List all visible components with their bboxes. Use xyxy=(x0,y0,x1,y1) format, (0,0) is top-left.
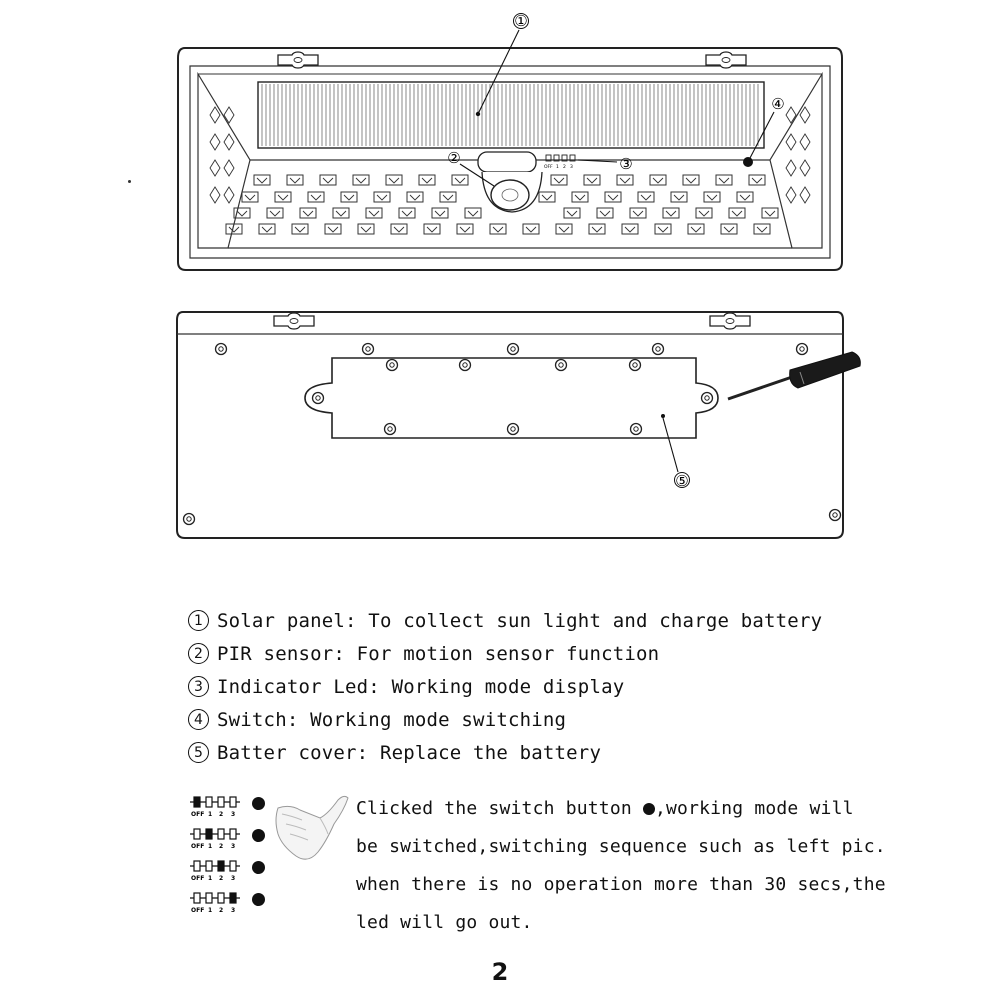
instructions xyxy=(356,790,896,942)
instruction-text: ,working mode will xyxy=(654,798,854,819)
callout-1: ① xyxy=(514,12,528,30)
svg-text:3: 3 xyxy=(231,875,236,882)
svg-text:1: 1 xyxy=(208,875,213,882)
legend-item xyxy=(188,703,888,736)
led-state-icon xyxy=(190,890,240,916)
switch-dot-icon xyxy=(643,803,655,815)
switch-button xyxy=(743,157,753,167)
instruction-text: Clicked the switch button xyxy=(356,798,632,819)
svg-text:3: 3 xyxy=(231,843,236,850)
hang-slot xyxy=(710,313,750,329)
svg-text:2: 2 xyxy=(219,907,224,914)
callout-5: ⑤ xyxy=(675,472,689,490)
hang-slot xyxy=(278,52,318,68)
led-label-2: 2 xyxy=(563,165,566,170)
battery-cover xyxy=(305,358,718,438)
legend-text: Switch: Working mode switching xyxy=(217,708,567,731)
front-view xyxy=(178,12,842,270)
back-view xyxy=(177,312,860,538)
switch-dot-icon xyxy=(252,893,265,906)
legend-number: 1 xyxy=(188,610,209,631)
svg-text:OFF: OFF xyxy=(191,811,205,818)
legend-text: Batter cover: Replace the battery xyxy=(217,741,602,764)
hand-pointer-icon xyxy=(268,790,352,870)
legend-text: PIR sensor: For motion sensor function xyxy=(217,642,660,665)
svg-text:2: 2 xyxy=(219,843,224,850)
hang-slot xyxy=(274,313,314,329)
led-state-icon xyxy=(190,826,240,852)
hang-slot xyxy=(706,52,746,68)
legend-item xyxy=(188,670,888,703)
mode-sequence xyxy=(190,794,280,922)
instruction-line: be switched,switching sequence such as left pic. xyxy=(356,836,886,857)
mode-sequence-row xyxy=(190,826,280,858)
callout-4: ④ xyxy=(771,95,785,113)
led-label-1: 1 xyxy=(556,165,559,170)
svg-text:3: 3 xyxy=(231,907,236,914)
legend-text: Indicator Led: Working mode display xyxy=(217,675,625,698)
mode-sequence-row xyxy=(190,890,280,922)
callout-2: ② xyxy=(447,149,461,167)
svg-text:1: 1 xyxy=(208,907,213,914)
switch-dot-icon xyxy=(252,797,265,810)
svg-text:OFF: OFF xyxy=(191,843,205,850)
legend-text: Solar panel: To collect sun light and charge battery xyxy=(217,609,823,632)
switch-dot-icon xyxy=(252,861,265,874)
svg-text:OFF: OFF xyxy=(191,875,205,882)
legend-item xyxy=(188,637,888,670)
led-label-3: 3 xyxy=(570,165,573,170)
pir-sensor xyxy=(491,180,529,210)
legend-item xyxy=(188,604,888,637)
svg-text:2: 2 xyxy=(219,875,224,882)
svg-text:2: 2 xyxy=(219,811,224,818)
parts-legend xyxy=(188,604,888,769)
led-state-icon xyxy=(190,858,240,884)
switch-dot-icon xyxy=(252,829,265,842)
instruction-line: led will go out. xyxy=(356,912,533,933)
instruction-line: when there is no operation more than 30 secs,the xyxy=(356,874,886,895)
instruction-line xyxy=(356,790,896,828)
svg-text:OFF: OFF xyxy=(191,907,205,914)
legend-number: 4 xyxy=(188,709,209,730)
legend-number: 3 xyxy=(188,676,209,697)
svg-text:1: 1 xyxy=(208,811,213,818)
page-number: 2 xyxy=(491,958,509,986)
callout-3: ③ xyxy=(619,155,633,173)
led-label-off: OFF xyxy=(544,165,553,170)
mode-sequence-row xyxy=(190,858,280,890)
legend-number: 5 xyxy=(188,742,209,763)
led-state-icon xyxy=(190,794,240,820)
svg-text:1: 1 xyxy=(208,843,213,850)
svg-text:3: 3 xyxy=(231,811,236,818)
mode-sequence-row xyxy=(190,794,280,826)
legend-item xyxy=(188,736,888,769)
legend-number: 2 xyxy=(188,643,209,664)
